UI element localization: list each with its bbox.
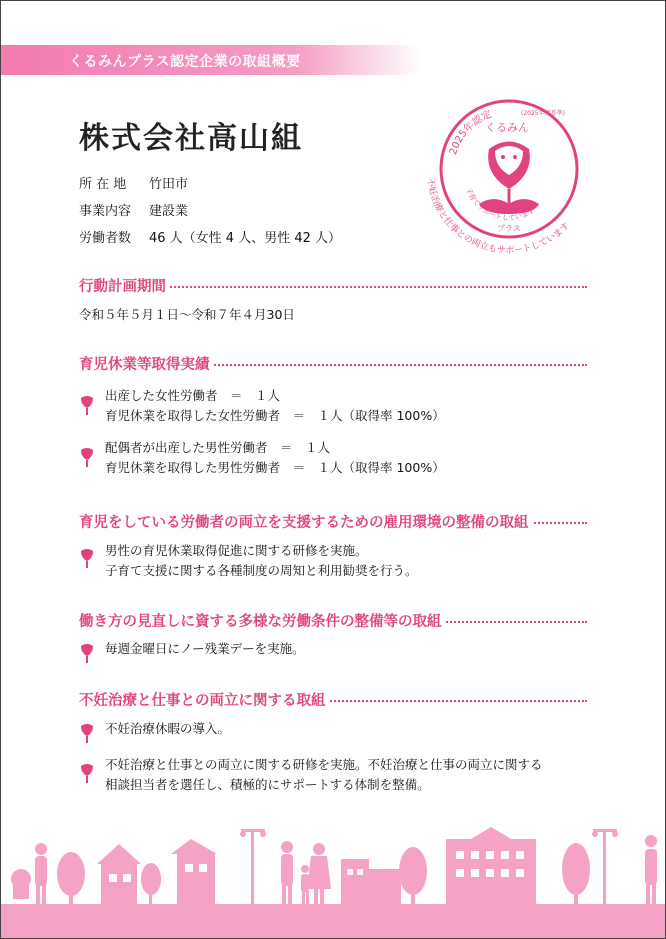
leave-item-1-line1: 出産した女性労働者 ＝ １人	[105, 388, 281, 403]
workstyle-text: 毎週金曜日にノー残業デーを実施。	[105, 641, 305, 656]
info-label: 事業内容	[79, 204, 132, 219]
info-row-location	[79, 173, 188, 192]
support-line1: 男性の育児休業取得促進に関する研修を実施。	[105, 543, 368, 558]
seal-support-text: 子育てサポートしています	[464, 186, 536, 223]
section-title: 育児休業等取得実績	[79, 353, 214, 374]
section-header-leave	[79, 353, 587, 373]
fertility-item-2-line1: 不妊治療と仕事との両立に関する研修を実施。不妊治療と仕事の両立に関する	[105, 757, 543, 772]
info-row-business	[79, 200, 188, 219]
seal-plus-text: プラス	[497, 224, 521, 233]
section-header-fertility	[79, 689, 587, 709]
bullet-icon	[79, 722, 95, 744]
header-banner	[1, 45, 421, 75]
bullet-icon	[79, 547, 95, 569]
bullet-icon	[79, 762, 95, 784]
period-text: 令和５年５月１日～令和７年４月30日	[79, 307, 295, 322]
info-label: 所 在 地	[79, 177, 127, 192]
bullet-icon	[79, 394, 95, 416]
section-title: 働き方の見直しに資する多様な労働条件の整備等の取組	[79, 610, 446, 631]
section-title: 不妊治療と仕事との両立に関する取組	[79, 689, 330, 710]
info-value: 竹田市	[149, 177, 189, 192]
kurumin-plus-seal	[419, 79, 599, 259]
banner-title: くるみんプラス認定企業の取組概要	[69, 54, 301, 70]
seal-std-text: (2025年度基準)	[521, 110, 565, 117]
section-title: 育児をしている労働者の両立を支援するための雇用環境の整備の取組	[79, 511, 533, 532]
section-header-workstyle	[79, 610, 587, 630]
bullet-icon	[79, 446, 95, 468]
seal-outer-text: 不妊治療と仕事との両立もサポートしています	[424, 177, 573, 257]
fertility-item-2-line2: 相談担当者を選任し、積極的にサポートする体制を整備。	[105, 777, 430, 792]
leave-item-1-line2: 育児休業を取得した女性労働者 ＝ １人（取得率 100%）	[105, 408, 445, 423]
support-line2: 子育て支援に関する各種制度の周知と利用勧奨を行う。	[105, 563, 418, 578]
info-row-workers	[79, 227, 341, 246]
fertility-item-1: 不妊治療休暇の導入。	[105, 721, 231, 736]
company-name: 株式会社高山組	[79, 121, 303, 156]
section-header-period	[79, 275, 587, 295]
seal-year-text: 2025年認定	[448, 109, 494, 157]
info-label: 労働者数	[79, 231, 132, 246]
seal-brand-text: くるみん	[485, 121, 529, 134]
section-header-support	[79, 511, 587, 531]
info-value: 46 人（女性 4 人、男性 42 人）	[149, 231, 342, 246]
section-title: 行動計画期間	[79, 275, 170, 296]
bullet-icon	[79, 642, 95, 664]
town-skyline-illustration	[1, 819, 665, 938]
leave-item-2-line1: 配偶者が出産した男性労働者 ＝ １人	[105, 440, 331, 455]
leave-item-2-line2: 育児休業を取得した男性労働者 ＝ １人（取得率 100%）	[105, 460, 445, 475]
info-value: 建設業	[149, 204, 189, 219]
